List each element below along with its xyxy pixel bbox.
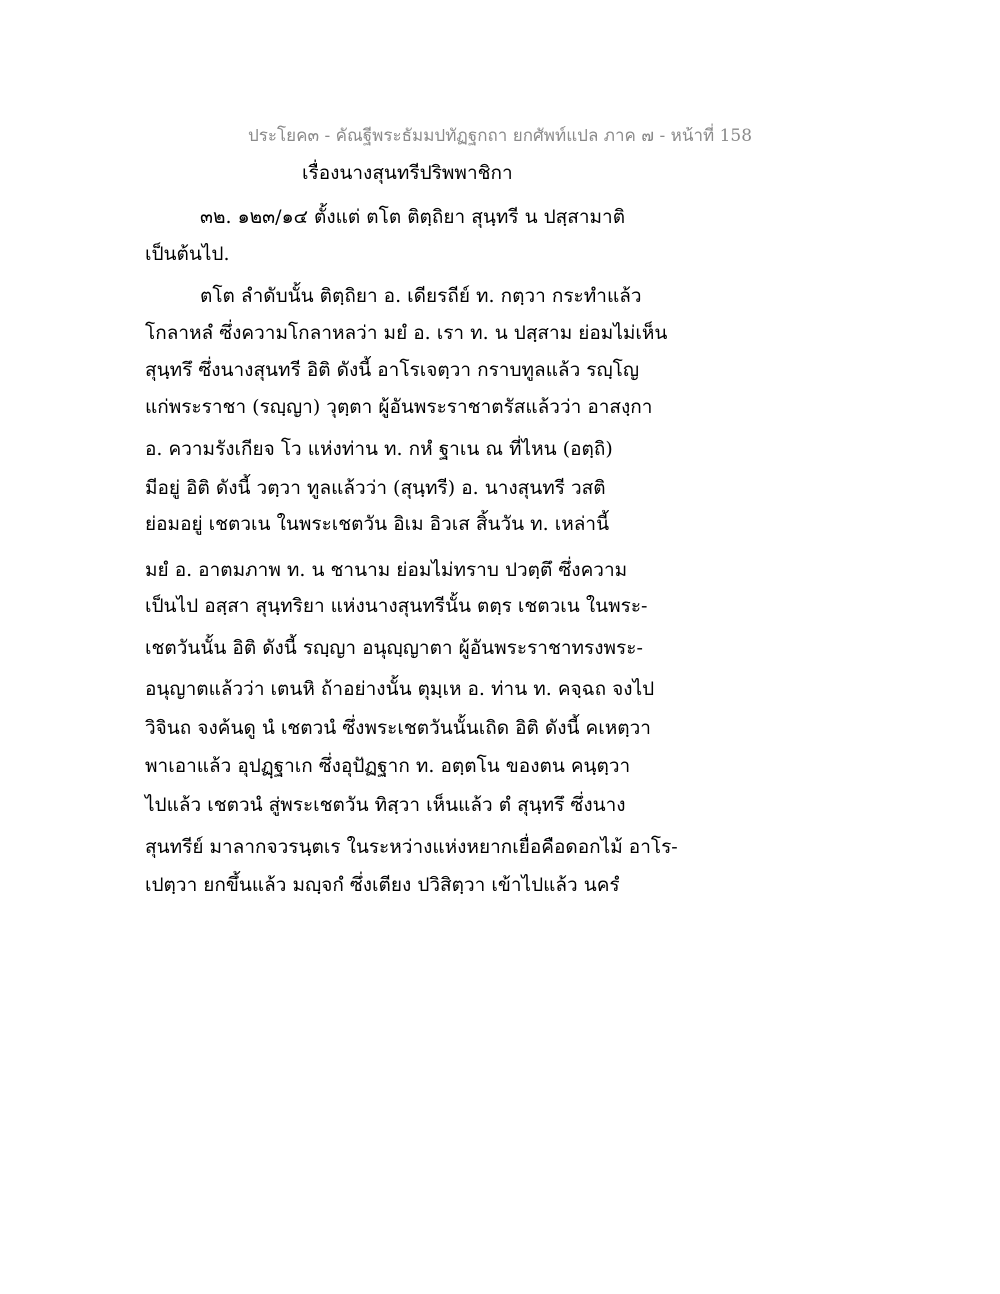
body-line: โกลาหลํ ซึ่งความโกลาหลว่า มยํ อ. เรา ท. น ปสฺสาม ย่อมไม่เห็น (145, 322, 668, 344)
body-line: เป็นต้นไป. (145, 243, 230, 265)
body-line: แก่พระราชา (รญฺญา) วุตฺตา ผู้อันพระราชาตรัสแล้วว่า อาสงฺกา (145, 396, 653, 418)
running-header: ประโยค๓ - คัณฐีพระธัมมปทัฏฐกถา ยกศัพท์แปล ภาค ๗ - หน้าที่ 158 (247, 126, 753, 146)
body-line: ย่อมอยู่ เชตวเน ในพระเชตวัน อิเม อิวเส สิ้นวัน ท. เหล่านี้ (145, 513, 610, 535)
body-line: พาเอาแล้ว อุปฏฺฐาเก ซึ่งอุปัฏฐาก ท. อตฺตโน ของตน คนฺตฺวา (145, 755, 631, 777)
body-line: มีอยู่ อิติ ดังนี้ วตฺวา ทูลแล้วว่า (สุนฺทรี) อ. นางสุนทรี วสติ (145, 477, 606, 499)
body-line: สุนทรีย์ มาลากจวรนฺตเร ในระหว่างแห่งหยากเยื่อคือดอกไม้ อาโร- (145, 836, 678, 858)
body-line: ไปแล้ว เชตวนํ สู่พระเชตวัน ทิสฺวา เห็นแล้ว ตํ สุนฺทรึ ซึ่งนาง (145, 794, 626, 816)
body-line: ตโต ลำดับนั้น ติตฺถิยา อ. เดียรถีย์ ท. กตฺวา กระทำแล้ว (200, 285, 642, 307)
body-line: อนุญาตแล้วว่า เตนหิ ถ้าอย่างนั้น ตุมฺเห อ. ท่าน ท. คจฺฉถ จงไป (145, 678, 655, 700)
body-line: เชตวันนั้น อิติ ดังนี้ รญฺญา อนุญฺญาตา ผู้อันพระราชาทรงพระ- (145, 637, 643, 659)
body-line: ๓๒. ๑๒๓/๑๔ ตั้งแต่ ตโต ติตฺถิยา สุนฺทรี น ปสฺสามาติ (200, 206, 626, 228)
body-line: วิจินถ จงค้นดู นํ เชตวนํ ซึ่งพระเชตวันนั้นเถิด อิติ ดังนี้ คเหตฺวา (145, 717, 651, 739)
story-title: เรื่องนางสุนทรีปริพพาชิกา (302, 162, 513, 184)
body-line: สุนฺทรึ ซึ่งนางสุนทรี อิติ ดังนี้ อาโรเจตฺวา กราบทูลแล้ว รญฺโญ (145, 359, 640, 381)
body-line: มยํ อ. อาตมภาพ ท. น ชานาม ย่อมไม่ทราบ ปวตฺตึ ซึ่งความ (145, 559, 628, 581)
body-line: เป็นไป อสฺสา สุนฺทริยา แห่งนางสุนทรีนั้น ตตฺร เชตวเน ในพระ- (145, 595, 648, 617)
body-line: อ. ความรังเกียจ โว แห่งท่าน ท. กหํ ฐาเน ณ ที่ไหน (อตฺถิ) (145, 438, 613, 460)
body-line: เปตฺวา ยกขึ้นแล้ว มญฺจกํ ซึ่งเตียง ปวิสิตฺวา เข้าไปแล้ว นครํ (145, 874, 620, 896)
